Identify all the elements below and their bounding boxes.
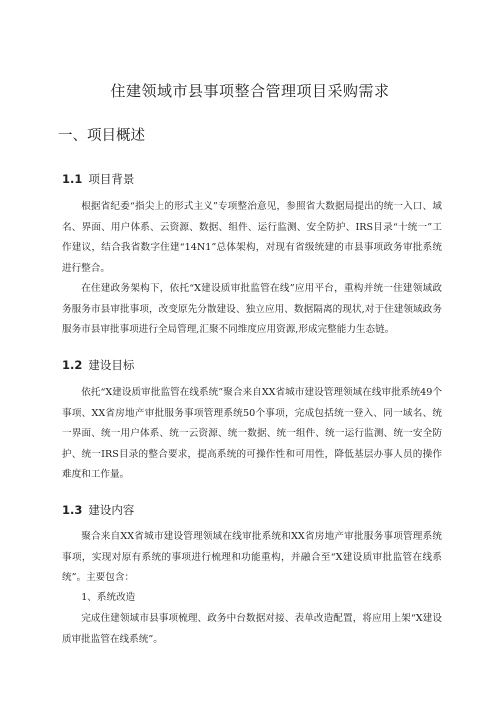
section-heading-overview: 一、项目概述 xyxy=(58,128,145,144)
content-list-item: 1、系统改造 xyxy=(81,592,136,603)
content-paragraph-2: 完成住建领域市县事项梳理、政务中台数据对接、表单改造配置，将应用上架“X建设质审批监管在线系统”。 xyxy=(62,613,442,645)
subsection-number: 1.1 xyxy=(62,172,83,186)
background-paragraph-2: 在住建政务架构下，依托“X建设质审批监管在线”应用平台，重构并统一住建领域政务服务市县审批事项，改变原先分散建设、独立应用、数据隔离的现状,对于住建领域政务服务市县审批事项进行全局管理,汇聚不同维度应用资源,形成完整能力生态链。 xyxy=(62,283,442,335)
background-paragraph-1: 根据省纪委“指尖上的形式主义”专项整治意见，参照省大数据局提出的统一入口、域名、界面、用户体系、云资源、数据、组件、运行监测、安全防护、IRS目录“十统一”工作建议，结合我省数字住建“14N1”总体架构，对现有省级统建的市县事项政务审批系统进行整合。 xyxy=(62,201,442,274)
document-title: 住建领域市县事项整合管理项目采购需求 xyxy=(110,82,390,100)
subsection-title: 建设内容 xyxy=(88,503,135,517)
subsection-heading-content xyxy=(62,502,134,518)
goals-paragraph: 依托“X建设质审批监管在线系统”聚合来自XX省城市建设管理领域在线审批系统49个事项、XX省房地产审批服务事项管理系统50个事项，完成包括统一登入、同一域名、统一界面、统一用户体系、统一云资源、统一数据、统一组件、统一运行监测、统一安全防护、统一IRS目录的整合要求，提高系统的可操作性和可用性，降低基层办事人员的操作难度和工作量。 xyxy=(62,387,442,480)
subsection-title: 项目背景 xyxy=(88,172,135,186)
subsection-number: 1.3 xyxy=(62,503,83,517)
subsection-number: 1.2 xyxy=(62,358,83,372)
subsection-heading-background xyxy=(62,171,134,187)
content-paragraph-1: 聚合来自XX省城市建设管理领域在线审批系统和XX省房地产审批服务事项管理系统事项，实现对原有系统的事项进行梳理和功能重构，并融合至“X建设质审批监管在线系统”。主要包含： xyxy=(62,531,442,583)
subsection-title: 建设目标 xyxy=(88,358,135,372)
subsection-heading-goals xyxy=(62,357,134,373)
